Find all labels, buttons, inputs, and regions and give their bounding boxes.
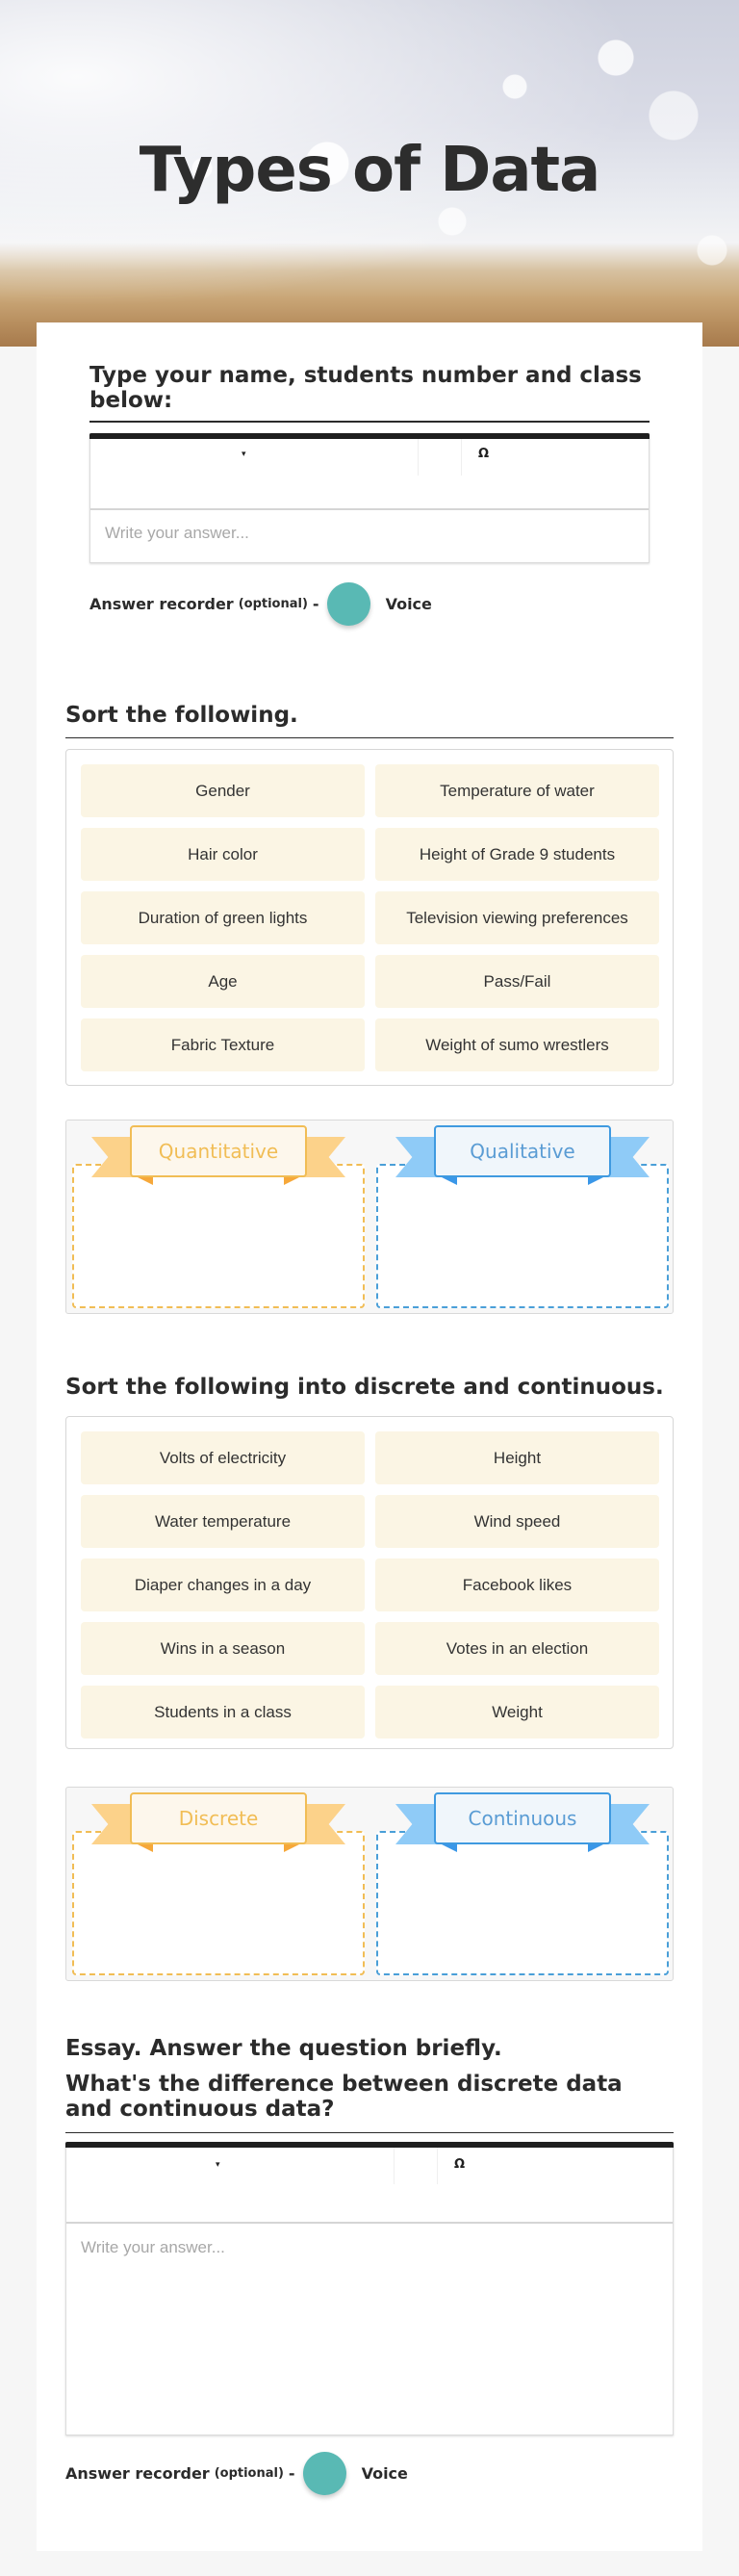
discrete-ribbon bbox=[91, 1792, 345, 1856]
name-question-heading: Type your name, students number and class below: bbox=[89, 363, 642, 413]
draggable-item[interactable]: Water temperature bbox=[81, 1495, 365, 1548]
draggable-item[interactable]: Students in a class bbox=[81, 1686, 365, 1739]
ribbon-fold bbox=[138, 1844, 153, 1852]
heading-divider bbox=[65, 737, 674, 738]
sort-discrete-heading: Sort the following into discrete and continuous. bbox=[65, 1375, 664, 1400]
draggable-item[interactable]: Height bbox=[375, 1431, 659, 1484]
draggable-item[interactable]: Fabric Texture bbox=[81, 1018, 365, 1071]
draggable-item[interactable]: Gender bbox=[81, 764, 365, 817]
category-label-continuous: Continuous bbox=[434, 1792, 611, 1844]
format-dropdown-icon[interactable]: ▾ bbox=[242, 449, 246, 458]
sort-discrete-categories bbox=[65, 1787, 674, 1981]
answer-recorder bbox=[65, 2452, 408, 2495]
continuous-ribbon bbox=[395, 1792, 650, 1856]
toolbar-separator bbox=[461, 439, 462, 476]
category-label-discrete: Discrete bbox=[130, 1792, 307, 1844]
draggable-item[interactable]: Facebook likes bbox=[375, 1558, 659, 1611]
recorder-optional-label: (optional) bbox=[238, 597, 308, 611]
toolbar-separator bbox=[437, 2148, 438, 2184]
draggable-item[interactable]: Diaper changes in a day bbox=[81, 1558, 365, 1611]
qualitative-ribbon bbox=[395, 1125, 650, 1189]
category-label-quantitative: Quantitative bbox=[130, 1125, 307, 1177]
ribbon-fold bbox=[284, 1844, 299, 1852]
draggable-item[interactable]: Weight of sumo wrestlers bbox=[375, 1018, 659, 1071]
format-dropdown-icon[interactable]: ▾ bbox=[216, 2159, 220, 2169]
editor-toolbar bbox=[66, 2148, 673, 2224]
essay-answer-input[interactable] bbox=[66, 2225, 673, 2434]
sort-types-items bbox=[81, 764, 658, 1071]
answer-recorder bbox=[89, 582, 432, 626]
name-answer-editor bbox=[89, 433, 650, 563]
draggable-item[interactable]: Votes in an election bbox=[375, 1622, 659, 1675]
essay-question: What's the difference between discrete data and continuous data? bbox=[65, 2072, 623, 2122]
draggable-item[interactable]: Temperature of water bbox=[375, 764, 659, 817]
ribbon-fold bbox=[138, 1177, 153, 1185]
sort-discrete-items bbox=[81, 1431, 658, 1739]
draggable-item[interactable]: Weight bbox=[375, 1686, 659, 1739]
special-character-icon[interactable]: Ω bbox=[478, 447, 490, 461]
header-banner bbox=[0, 0, 739, 347]
sort-types-items-box bbox=[65, 749, 674, 1086]
ribbon-fold bbox=[284, 1177, 299, 1185]
draggable-item[interactable]: Volts of electricity bbox=[81, 1431, 365, 1484]
draggable-item[interactable]: Wins in a season bbox=[81, 1622, 365, 1675]
editor-toolbar bbox=[90, 439, 649, 510]
ribbon-fold bbox=[588, 1177, 603, 1185]
quantitative-ribbon bbox=[91, 1125, 345, 1189]
recorder-dash: - bbox=[312, 595, 319, 613]
sort-types-categories bbox=[65, 1120, 674, 1314]
ribbon-fold bbox=[442, 1177, 457, 1185]
recorder-optional-label: (optional) bbox=[214, 2466, 284, 2481]
toolbar-separator bbox=[394, 2148, 395, 2184]
page-title: Types of Data bbox=[139, 135, 600, 206]
ribbon-fold bbox=[442, 1844, 457, 1852]
voice-label: Voice bbox=[385, 595, 432, 613]
draggable-item[interactable]: Hair color bbox=[81, 828, 365, 881]
recorder-label: Answer recorder bbox=[89, 595, 234, 613]
draggable-item[interactable]: Age bbox=[81, 955, 365, 1008]
draggable-item[interactable]: Pass/Fail bbox=[375, 955, 659, 1008]
draggable-item[interactable]: Television viewing preferences bbox=[375, 891, 659, 944]
sort-types-heading: Sort the following. bbox=[65, 703, 298, 728]
voice-label: Voice bbox=[361, 2464, 408, 2483]
worksheet-card bbox=[37, 322, 702, 2551]
voice-record-button[interactable] bbox=[303, 2452, 346, 2495]
draggable-item[interactable]: Wind speed bbox=[375, 1495, 659, 1548]
heading-divider bbox=[89, 421, 650, 423]
essay-answer-editor bbox=[65, 2142, 674, 2435]
heading-divider bbox=[65, 2132, 674, 2133]
voice-record-button[interactable] bbox=[327, 582, 370, 626]
recorder-dash: - bbox=[288, 2464, 295, 2483]
draggable-item[interactable]: Duration of green lights bbox=[81, 891, 365, 944]
recorder-label: Answer recorder bbox=[65, 2464, 210, 2483]
sort-discrete-items-box bbox=[65, 1416, 674, 1749]
name-answer-input[interactable] bbox=[90, 510, 649, 562]
toolbar-separator bbox=[418, 439, 419, 476]
category-label-qualitative: Qualitative bbox=[434, 1125, 611, 1177]
essay-instruction: Essay. Answer the question briefly. bbox=[65, 2036, 502, 2061]
special-character-icon[interactable]: Ω bbox=[454, 2157, 466, 2172]
ribbon-fold bbox=[588, 1844, 603, 1852]
draggable-item[interactable]: Height of Grade 9 students bbox=[375, 828, 659, 881]
